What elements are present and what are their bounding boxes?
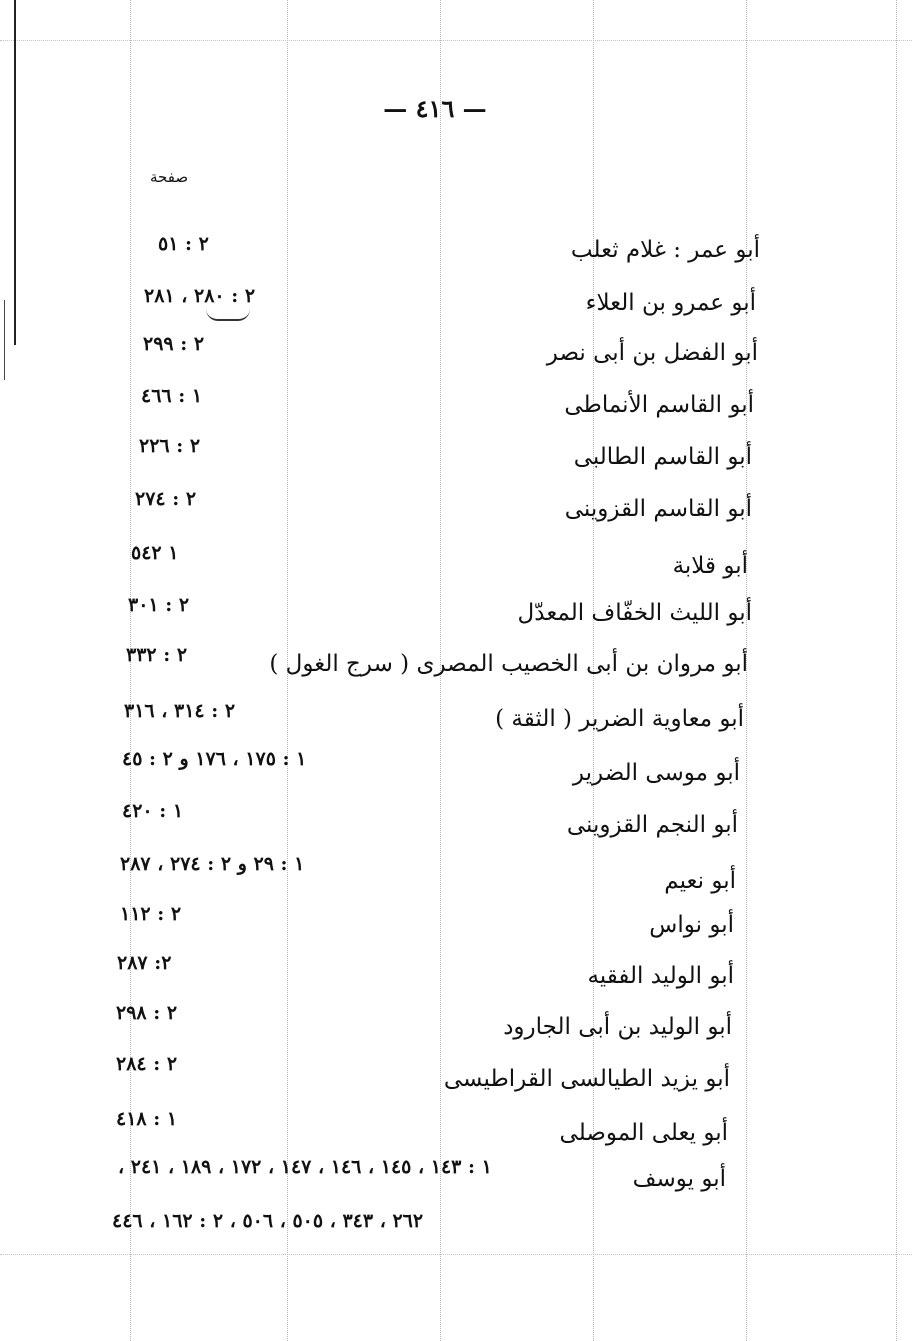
- index-entry-name: أبو الفضل بن أبى نصر: [546, 340, 758, 366]
- index-entry-pages: ٢ : ١١٢: [120, 903, 182, 925]
- scan-guide-line: [896, 0, 897, 1341]
- handwritten-underline: [206, 309, 250, 321]
- index-entry-name: أبو يعلى الموصلى: [559, 1120, 728, 1146]
- index-entry-pages: ٢ : ٣٣٢: [126, 644, 188, 666]
- index-entry-pages: ١ : ١٧٥ ، ١٧٦ و ٢ : ٤٥: [122, 748, 307, 770]
- index-entry-pages: ١ : ٢٩ و ٢ : ٢٧٤ ، ٢٨٧: [120, 853, 305, 875]
- index-entry-name: أبو الوليد بن أبى الجارود: [503, 1014, 732, 1040]
- index-entry-name: أبو معاوية الضرير ( الثقة ): [495, 706, 744, 732]
- index-entry-pages: ٢ : ٢٨٠ ، ٢٨١: [144, 285, 256, 307]
- index-entry-name: أبو الليث الخفّاف المعدّل: [517, 600, 752, 626]
- index-entry-pages: ١ ٥٤٢: [131, 542, 179, 564]
- index-entry-pages: ٢ : ٣٠١: [128, 594, 190, 616]
- index-entry-name: أبو القاسم الأنماطى: [564, 392, 754, 418]
- index-entry-name: أبو النجم القزوينى: [566, 812, 738, 838]
- index-entry-pages: ٢ : ٣١٤ ، ٣١٦: [124, 700, 236, 722]
- index-entry-pages: ١ : ٤٢٠: [122, 800, 184, 822]
- index-entry-name: أبو الوليد الفقيه: [587, 963, 734, 989]
- index-entry-pages: ٢ : ٢٧٤: [135, 488, 197, 510]
- index-entry-name: أبو نواس: [649, 912, 734, 938]
- index-entry-continuation: ٢٦٢ ، ٣٤٣ ، ٥٠٥ ، ٥٠٦ ، ٢ : ١٦٢ ، ٤٤٦: [112, 1210, 424, 1232]
- index-entry-name: أبو مروان بن أبى الخصيب المصرى ( سرج الغول ): [269, 651, 748, 677]
- index-entry-pages: ٢ : ٥١: [158, 233, 209, 255]
- index-entry-name: أبو قلابة: [672, 553, 748, 579]
- scan-guide-line: [0, 1254, 912, 1255]
- index-entry-name: أبو نعيم: [664, 868, 736, 894]
- scan-guide-line: [130, 0, 131, 1341]
- index-entry-name: أبو عمرو بن العلاء: [585, 290, 756, 316]
- index-entry-pages: ٢: ٢٨٧: [117, 952, 172, 974]
- page-edge-line: [4, 300, 5, 380]
- index-entry-name: أبو القاسم الطالبى: [573, 444, 752, 470]
- index-entry-name: أبو يزيد الطيالسى القراطيسى: [443, 1066, 730, 1092]
- index-entry-name: أبو يوسف: [632, 1166, 726, 1192]
- index-entry-pages: ٢ : ٢٩٩: [143, 333, 205, 355]
- index-entry-pages: ١ : ٤٦٦: [141, 385, 203, 407]
- index-entry-name: أبو موسى الضرير: [572, 760, 740, 786]
- index-entry-pages: ٢ : ٢٨٤: [116, 1053, 178, 1075]
- index-entry-pages: ١ : ٤١٨: [116, 1108, 178, 1130]
- column-label: صفحة: [150, 168, 189, 186]
- index-entry-pages: ١ : ١٤٣ ، ١٤٥ ، ١٤٦ ، ١٤٧ ، ١٧٢ ، ١٨٩ ، ٢٤١ ،: [118, 1156, 492, 1178]
- page-edge-line: [14, 0, 16, 345]
- index-entry-name: أبو عمر : غلام ثعلب: [570, 237, 760, 263]
- page-number: — ٤١٦ —: [383, 94, 487, 123]
- index-entry-pages: ٢ : ٢٩٨: [116, 1002, 178, 1024]
- index-entry-pages: ٢ : ٢٢٦: [139, 435, 201, 457]
- scan-guide-line: [0, 40, 912, 41]
- index-entry-name: أبو القاسم القزوينى: [564, 496, 752, 522]
